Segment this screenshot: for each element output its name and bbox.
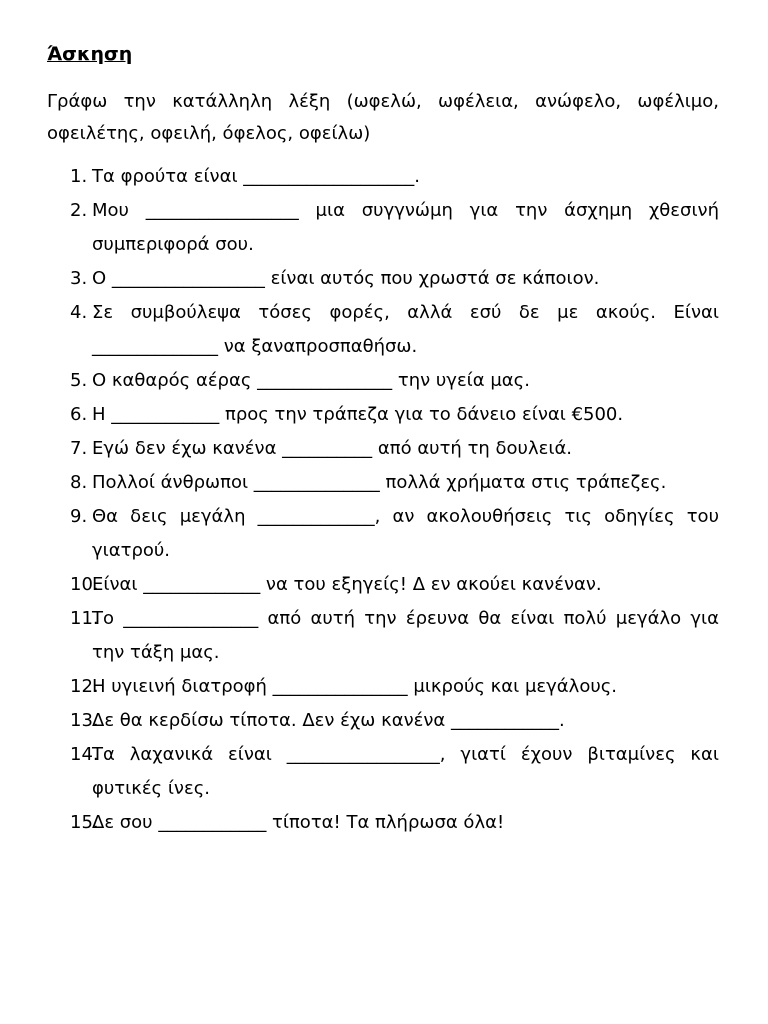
item-sentence: Δε σου ____________ τίποτα! Τα πλήρωσα όλα!: [92, 812, 505, 833]
item-number: 4.: [70, 302, 88, 323]
item-sentence: Τα λαχανικά είναι _________________, γιατί έχουν βιταμίνες και φυτικές ίνες.: [92, 744, 719, 799]
item-sentence: Ο καθαρός αέρας _______________ την υγεία μας.: [92, 370, 530, 391]
exercise-item: [0, 194, 768, 262]
item-number: 12.: [70, 676, 99, 697]
item-sentence: Τα φρούτα είναι ___________________.: [92, 166, 421, 187]
exercise-item: [0, 364, 768, 398]
item-sentence: Είναι _____________ να του εξηγείς! Δ εν ακούει κανέναν.: [92, 574, 602, 595]
exercise-item: [0, 432, 768, 466]
item-sentence: Μου _________________ μια συγγνώμη για την άσχημη χθεσινή συμπεριφορά σου.: [92, 200, 719, 255]
item-sentence: Η υγιεινή διατροφή _______________ μικρούς και μεγάλους.: [92, 676, 618, 697]
exercise-item: [0, 568, 768, 602]
item-sentence: Θα δεις μεγάλη _____________, αν ακολουθήσεις τις οδηγίες του γιατρού.: [92, 506, 719, 561]
item-sentence: Εγώ δεν έχω κανένα __________ από αυτή τη δουλειά.: [92, 438, 573, 459]
instructions: Γράφω την κατάλληλη λέξη (ωφελώ, ωφέλεια, ανώφελο, ωφέλιμο, οφειλέτης, οφειλή, όφελος, οφείλω): [47, 91, 719, 144]
item-number: 7.: [70, 438, 88, 459]
exercise-item: [0, 296, 768, 364]
exercise-item: [0, 806, 768, 840]
exercise-item: [0, 670, 768, 704]
item-number: 3.: [70, 268, 88, 289]
item-sentence: Ο _________________ είναι αυτός που χρωστά σε κάποιον.: [92, 268, 600, 289]
item-sentence: Πολλοί άνθρωποι ______________ πολλά χρήματα στις τράπεζες.: [92, 472, 667, 493]
item-sentence: Η ____________ προς την τράπεζα για το δάνειο είναι €500.: [92, 404, 624, 425]
item-number: 14.: [70, 744, 99, 765]
item-sentence: Το _______________ από αυτή την έρευνα θα είναι πολύ μεγάλο για την τάξη μας.: [92, 608, 719, 663]
item-sentence: Δε θα κερδίσω τίποτα. Δεν έχω κανένα ____________.: [92, 710, 565, 731]
item-number: 8.: [70, 472, 88, 493]
item-number: 9.: [70, 506, 88, 527]
exercise-item: [0, 160, 768, 194]
exercise-item: [0, 500, 768, 568]
exercise-title: Άσκηση: [47, 43, 133, 65]
exercise-item: [0, 602, 768, 670]
exercise-item: [0, 738, 768, 806]
exercise-item: [0, 704, 768, 738]
exercise-item: [0, 466, 768, 500]
item-number: 1.: [70, 166, 88, 187]
item-number: 15.: [70, 812, 99, 833]
item-sentence: Σε συμβούλεψα τόσες φορές, αλλά εσύ δε με ακούς. Είναι ______________ να ξαναπροσπαθήσω.: [92, 302, 719, 357]
item-number: 5.: [70, 370, 88, 391]
item-number: 2.: [70, 200, 88, 221]
item-number: 6.: [70, 404, 88, 425]
exercise-list: [0, 160, 768, 840]
item-number: 13.: [70, 710, 99, 731]
exercise-item: [0, 262, 768, 296]
item-number: 11.: [70, 608, 99, 629]
item-number: 10.: [70, 574, 99, 595]
exercise-item: [0, 398, 768, 432]
